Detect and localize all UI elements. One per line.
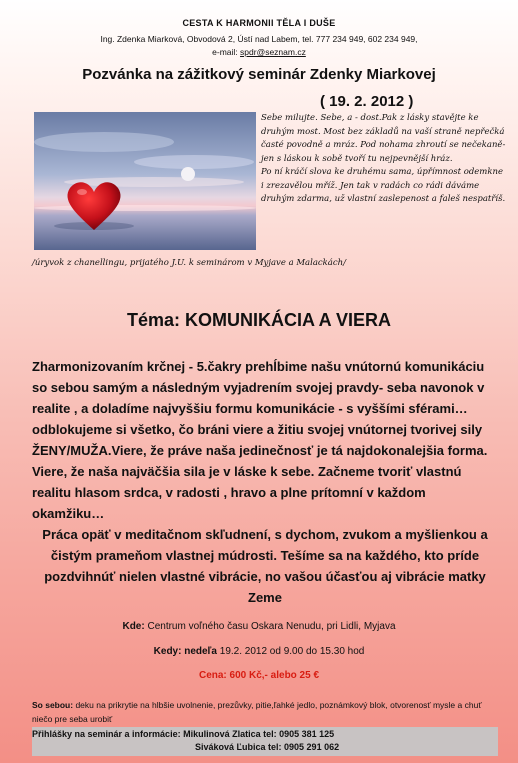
location-value: Centrum voľného času Oskara Nenudu, pri Lidli, Myjava — [144, 621, 396, 632]
registration-contact-2: Siváková Ľubica tel: 0905 291 062 — [195, 742, 340, 752]
seminar-theme: Téma: KOMUNIKÁCIA A VIERA — [126, 310, 391, 330]
email-line — [0, 47, 518, 57]
location — [0, 621, 518, 632]
location-label: Kde: — [122, 621, 145, 632]
invitation-date: ( 19. 2. 2012 ) — [320, 93, 414, 110]
poem-paragraph-2: Po ní kráčí slova ke druhému sama, úpřímnost odemkne i zrezavělou mříž. Jen tak v radách co rádi dáváme druhým zdarma, už vlastní zaslepenost a faleš nespatříš. — [261, 167, 506, 204]
registration-contact-1: Přihlášky na seminár a informácie: Mikulinová Zlatica tel: 0905 381 125 — [32, 729, 335, 739]
body-paragraph-2: Práca opäť v meditačnom skľudnení, s dychom, zvukom a myšlienkou a čistým prameňom vlastnej múdrosti. Tešíme sa na každého, kto príde pozdvihnúť nielen vlastné vibrácie, no vašou účasťou aj vibrácie matky Zeme — [42, 527, 488, 605]
poem-quote — [261, 112, 506, 207]
what-to-bring-label: So sebou: — [32, 700, 74, 710]
price: Cena: 600 Kč,- alebo 25 € — [198, 670, 320, 681]
date-label: Kedy: nedeľa — [153, 646, 217, 657]
contact-address: Ing. Zdenka Miarková, Obvodová 2, Ústí nad Labem, tel. 777 234 949, 602 234 949, — [100, 34, 418, 44]
email-label: e-mail: — [212, 47, 241, 57]
body-paragraph-1: Zharmonizovaním krčnej - 5.čakry prehĺbime našu vnútornú komunikáciu so sebou samým a následným vyjadrením svojej pravdy- seba navonok v realite , a doladíme najvyššiu formu komunikácie - s vyššími sférami…odblokujeme si všetko, čo bráni viere a žitiu svojej vnútornej tvorivej sily ŽENY/MUŽA.Viere, že práve naša jedinečnosť je tá najdokonalejšia forma. Viere, že naša najväčšia sila je v láske k sebe. Začneme tvoriť vlastnú realitu hlasom srdca, v radosti , hravo a plne prítomní v každom okamžiku… — [32, 359, 488, 521]
invitation-title: Pozvánka na zážitkový seminár Zdenky Miarkovej — [82, 66, 436, 83]
email-link[interactable]: spdr@seznam.cz — [240, 47, 306, 57]
date-time — [0, 646, 518, 657]
org-name: CESTA K HARMONII TĚLA I DUŠE — [182, 18, 336, 28]
heart-image — [34, 112, 256, 250]
poem-paragraph-1: Sebe milujte. Sebe, a - dost.Pak z lásky stavějte ke druhým most. Most bez základů na vaší straně nepřečká časté povodně a mráz. Pod nohama zhroutí se nečekaně- jen s láskou k sobě tvoří tu nejpevnější hráz. — [261, 113, 506, 164]
poem-source: /úryvok z chanellingu, prijatého J.U. k seminárom v Myjave a Malackách/ — [32, 258, 346, 268]
what-to-bring-value: deku na prikrytie na hlbšie uvolnenie, prezůvky, pitie,ľahké jedlo, poznámkový blok, otvorenosť mysle a chuť niečo pre seba urobiť — [32, 700, 482, 724]
date-value: 19.2. 2012 od 9.00 do 15.30 hod — [216, 646, 365, 657]
what-to-bring — [32, 699, 502, 726]
